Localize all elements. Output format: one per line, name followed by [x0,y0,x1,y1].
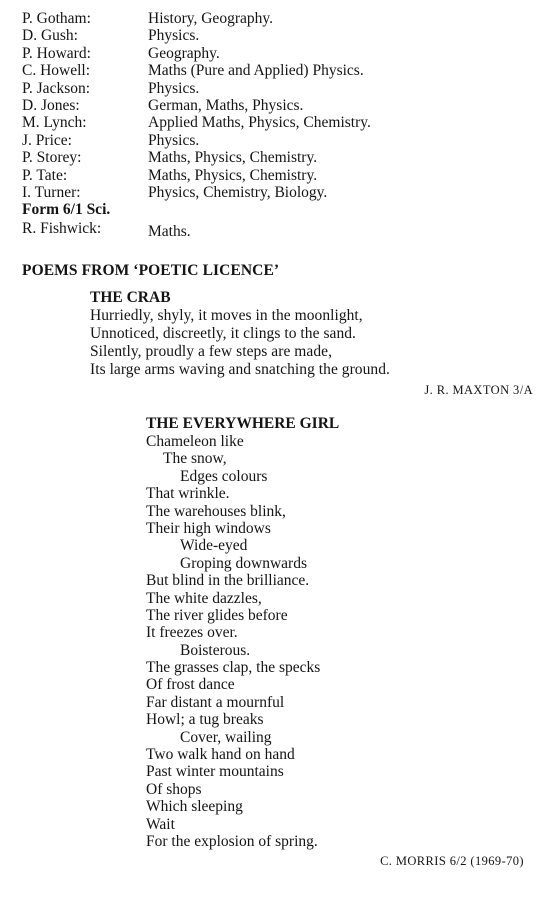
poem-line: Cover, wailing [180,728,272,746]
poem-line: Howl; a tug breaks [146,711,264,729]
poem-line: Its large arms waving and snatching the ground. [90,361,390,378]
poem-line: Groping downwards [180,554,307,572]
poem-line: It freezes over. [146,624,238,642]
poem-title: THE EVERYWHERE GIRL [146,415,340,432]
staff-row [22,149,532,166]
staff-row [22,10,532,27]
staff-name: P. Gotham: [22,10,91,27]
staff-subjects: Maths. [148,222,191,240]
poem-line: Which sleeping [146,798,243,816]
staff-name: P. Tate: [22,166,68,184]
staff-name: P. Storey: [22,149,82,167]
poem-line: Of shops [146,780,202,798]
poem-the-crab [90,289,535,398]
poem-attribution: C. MORRIS 6/2 (1969-70) [380,854,524,869]
poem-line: Two walk hand on hand [146,746,295,764]
staff-name: P. Howard: [22,44,91,62]
staff-name: P. Jackson: [22,79,91,97]
staff-row [22,219,532,240]
staff-row [22,62,532,79]
poem-the-everywhere-girl [146,415,526,869]
poem-lines [146,433,526,850]
poem-line: Wide-eyed [180,537,248,555]
staff-subjects: Maths (Pure and Applied) Physics. [148,62,364,80]
staff-row [22,132,532,149]
staff-name: D. Gush: [22,27,78,45]
staff-list [22,10,532,240]
poem-line: Silently, proudly a few steps are made, [90,343,332,360]
staff-row [22,184,532,201]
staff-subjects: Physics, Chemistry, Biology. [148,183,328,201]
poem-line: The white dazzles, [146,589,262,607]
staff-name: C. Howell: [22,62,91,80]
poem-line: Chameleon like [146,433,244,450]
staff-subjects: Maths, Physics, Chemistry. [148,166,318,184]
section-heading: POEMS FROM ‘POETIC LICENCE’ [22,262,280,279]
staff-subjects: History, Geography. [148,10,273,27]
staff-subjects: Physics. [148,79,200,97]
poem-line: Of frost dance [146,676,235,694]
staff-row [22,97,532,114]
poem-line: The grasses clap, the specks [146,659,321,677]
staff-row [22,80,532,97]
staff-subjects: Maths, Physics, Chemistry. [148,149,318,167]
staff-row [22,27,532,44]
poem-line: That wrinkle. [146,485,230,503]
poem-line: Boisterous. [180,641,251,659]
staff-name: J. Price: [22,131,72,149]
staff-subjects: Physics. [148,131,200,149]
staff-subjects: Geography. [148,44,220,62]
staff-row [22,167,532,184]
poem-line: For the explosion of spring. [146,832,318,850]
staff-subjects: Physics. [148,27,200,45]
form-label: Form 6/1 Sci. [22,201,111,219]
staff-row [22,45,532,62]
poem-line: The river glides before [146,606,288,624]
staff-subjects: German, Maths, Physics. [148,96,304,114]
poem-line: Hurriedly, shyly, it moves in the moonlight, [90,307,363,324]
poem-line: Unnoticed, discreetly, it clings to the sand. [90,325,356,342]
poem-line: Far distant a mournful [146,693,285,711]
poem-line: Past winter mountains [146,763,284,781]
staff-name: I. Turner: [22,183,81,201]
poem-attribution: J. R. MAXTON 3/A [424,383,533,397]
poem-line: The warehouses blink, [146,502,286,520]
staff-row [22,114,532,131]
staff-name: R. Fishwick: [22,219,102,237]
staff-subjects: Applied Maths, Physics, Chemistry. [148,114,371,132]
staff-name: M. Lynch: [22,114,87,132]
poem-title: THE CRAB [90,289,171,306]
poem-line: Their high windows [146,519,271,537]
poem-line: Wait [146,815,175,833]
staff-name: D. Jones: [22,96,80,114]
poem-line: Edges colours [180,467,268,485]
poem-line: The snow, [163,450,227,468]
poem-line: But blind in the brilliance. [146,572,310,590]
